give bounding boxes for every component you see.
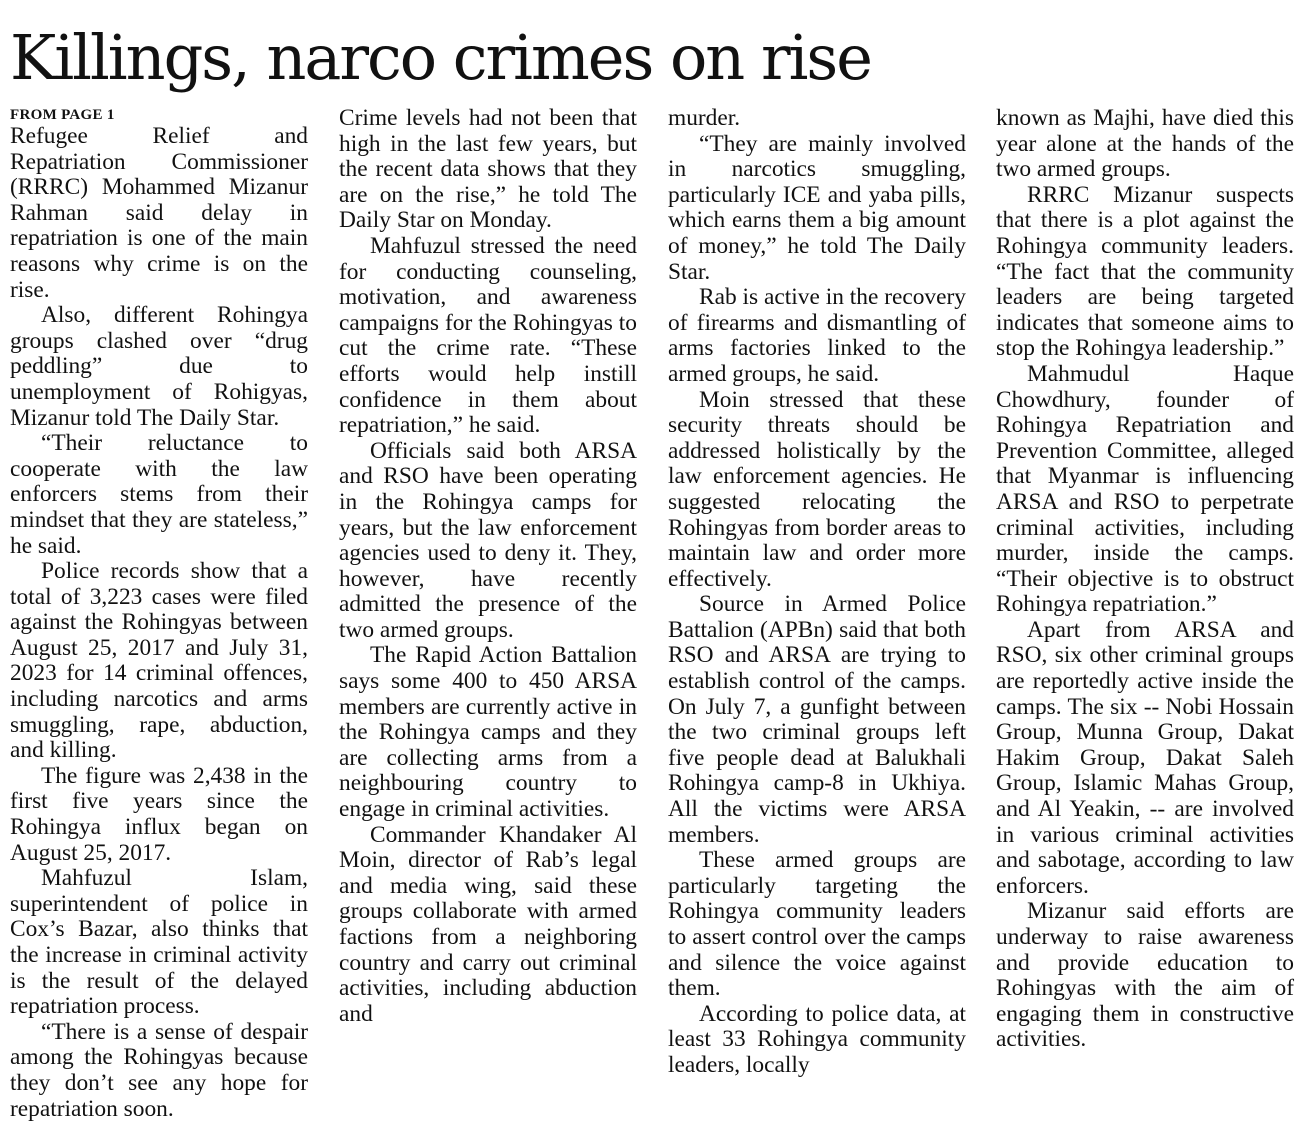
- headline: Killings, narco crimes on rise: [10, 21, 871, 94]
- paragraph: Rab is active in the recovery of firearms and dismantling of arms factories linked to the armed groups, he said.: [668, 284, 966, 387]
- article-column-1: [10, 106, 308, 1122]
- paragraph: Police records show that a total of 3,223 cases were filed against the Rohingyas between August 25, 2017 and July 31, 2023 for 14 criminal offences, including narcotics and arms smuggling, rape, abduction, and killing.: [10, 558, 308, 764]
- paragraph: Mahfuzul stressed the need for conducting counseling, motivation, and awareness campaigns for the Rohingyas to cut the crime rate. “These efforts would help instill confidence in them about repatriation,” he said.: [339, 232, 637, 439]
- paragraph: Refugee Relief and Repatriation Commissioner (RRRC) Mohammed Mizanur Rahman said delay in repatriation is one of the main reasons why crime is on the rise.: [10, 123, 308, 303]
- article-column-3: [668, 106, 966, 1079]
- paragraph: Mahfuzul Islam, superintendent of police in Cox’s Bazar, also thinks that the increase in criminal activity is the result of the delayed repatriation process.: [10, 865, 308, 1020]
- paragraph: “They are mainly involved in narcotics smuggling, particularly ICE and yaba pills, which earns them a big amount of money,” he told The Daily Star.: [668, 130, 966, 285]
- paragraph: The Rapid Action Battalion says some 400 to 450 ARSA members are currently active in the Rohingya camps and they are collecting arms from a neighbouring country to engage in criminal activities.: [339, 642, 637, 823]
- paragraph: Mizanur said efforts are underway to raise awareness and provide education to Rohingyas with the aim of engaging them in constructive activities.: [996, 898, 1294, 1053]
- from-page-kicker: FROM PAGE 1: [10, 107, 115, 123]
- paragraph: Mahmudul Haque Chowdhury, founder of Rohingya Repatriation and Prevention Committee, alleged that Myanmar is influencing ARSA and RSO to perpetrate criminal activities, including murder, inside the camps. “Their objective is to obstruct Rohingya repatriation.”: [996, 360, 1294, 618]
- paragraph: Crime levels had not been that high in the last few years, but the recent data shows that they are on the rise,” he told The Daily Star on Monday.: [339, 105, 637, 234]
- paragraph: The figure was 2,438 in the first five years since the Rohingya influx began on August 25, 2017.: [10, 762, 308, 866]
- paragraph: murder.: [668, 105, 741, 131]
- paragraph: Officials said both ARSA and RSO have been operating in the Rohingya camps for years, but the law enforcement agencies used to deny it. They, however, have recently admitted the presence of the two armed groups.: [339, 437, 637, 643]
- paragraph: Commander Khandaker Al Moin, director of Rab’s legal and media wing, said these groups collaborate with armed factions from a neighboring country and carry out criminal activities, including abduction and: [339, 821, 637, 1027]
- paragraph: Moin stressed that these security threats should be addressed holistically by the law enforcement agencies. He suggested relocating the Rohingyas from border areas to maintain law and order more effectively.: [668, 386, 966, 592]
- paragraph: known as Majhi, have died this year alone at the hands of the two armed groups.: [996, 105, 1294, 183]
- article-column-4: [996, 106, 1294, 1053]
- paragraph: “Their reluctance to cooperate with the law enforcers stems from their mindset that they are stateless,” he said.: [10, 430, 308, 559]
- paragraph: “There is a sense of despair among the Rohingyas because they don’t see any hope for repatriation soon.: [10, 1018, 308, 1122]
- paragraph: RRRC Mizanur suspects that there is a plot against the Rohingya community leaders. “The fact that the community leaders are being targeted indicates that someone aims to stop the Rohingya leadership.”: [996, 181, 1294, 362]
- article-column-2: [339, 106, 637, 1027]
- paragraph: These armed groups are particularly targeting the Rohingya community leaders to assert control over the camps and silence the voice against them.: [668, 847, 966, 1002]
- paragraph: Apart from ARSA and RSO, six other criminal groups are reportedly active inside the camps. The six -- Nobi Hossain Group, Munna Group, Dakat Hakim Group, Dakat Saleh Group, Islamic Mahas Group, and Al Yeakin, -- are involved in various criminal activities and sabotage, according to law enforcers.: [996, 616, 1294, 899]
- paragraph: According to police data, at least 33 Rohingya community leaders, locally: [668, 1000, 966, 1078]
- paragraph: Also, different Rohingya groups clashed over “drug peddling” due to unemployment of Rohigyas, Mizanur told The Daily Star.: [10, 302, 308, 431]
- paragraph: Source in Armed Police Battalion (APBn) said that both RSO and ARSA are trying to establish control of the camps. On July 7, a gunfight between the two criminal groups left five people dead at Balukhali Rohingya camp-8 in Ukhiya. All the victims were ARSA members.: [668, 591, 966, 848]
